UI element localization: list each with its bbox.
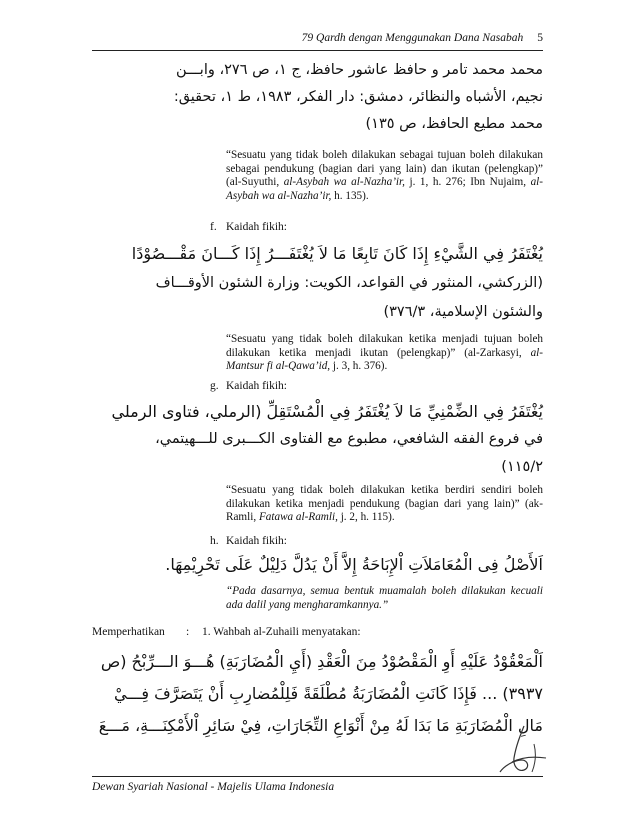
arabic-ref-line: والشئون الإسلامية، ٣٧٦/٣) (383, 304, 543, 320)
rule-label: Kaidah fikih: (226, 535, 287, 547)
running-footer: Dewan Syariah Nasional - Majelis Ulama Indonesia (92, 781, 335, 793)
book-title: al-Asybah wa al-Nazha’ir, (283, 176, 405, 189)
arabic-ref-line: نجيم، الأشباه والنظائر، دمشق: دار الفكر، ١٩٨٣، ط ١، تحقيق: (173, 89, 543, 105)
translation-paragraph: “Pada dasarnya, semua bentuk muamalah boleh dilakukan kecuali ada dalil yang mengharamkannya.” (226, 585, 543, 611)
running-header (92, 32, 543, 44)
arabic-ref-line: (الزركشي، المنثور في القواعد، الكويت: وزارة الشئون الأوقـــاف (155, 275, 543, 291)
arabic-quote-line: اَلْمَعْقُوْدُ عَلَيْهِ أَوِ الْمَقْصُوْدُ مِنَ الْعَقْدِ (أَيِ الْمُضَارَبَةِ) هُـــوَ الـــرِّبْحُ (ص (100, 652, 543, 671)
arabic-ref-line: محمد مطيع الحافظ، ص ١٣٥) (365, 116, 543, 132)
arabic-ref-line: في فروع الفقه الشافعي، مطبوع مع الفتاوى الكـــبرى للـــهيتمي، (155, 431, 543, 447)
arabic-rule-text: يُغْتَفَرُ فِي الشَّيْءِ إِذَا كَانَ تَابِعًا مَا لاَ يُغْتَفَـــرُ إِذَا كَـــانَ مَقْـــصُوْدًا (131, 244, 543, 263)
arabic-ref-line: محمد محمد تامر و حافظ عاشور حافظ، ج ١، ص ٢٧٦، وابـــن (176, 62, 543, 78)
header-rule (92, 50, 543, 51)
arabic-quote-line: مَالِ الْمُضَارَبَةِ مَا بَدَا لَهُ مِنْ أَنْوَاعِ التِّجَارَاتِ، فِيْ سَائِرِ اْلأَمْكِنَـــةِ، مَـــعَ (98, 716, 543, 735)
list-marker: f. (210, 221, 217, 233)
arabic-rule-text: يُغْتَفَرُ فِي الضِّمْنِيِّ مَا لاَ يُغْتَفَرُ فِي الْمُسْتَقِلِّ (الرملي، فتاوى الرملي (111, 402, 543, 421)
footer-rule (92, 776, 543, 777)
book-title: al-Asybah wa al-Nazha’ir, (226, 176, 544, 202)
rule-label: Kaidah fikih: (226, 380, 287, 392)
list-marker: h. (210, 535, 219, 547)
translation-paragraph: “Sesuatu yang tidak boleh dilakukan sebagai tujuan boleh dilakukan sebagai pendukung (bagian dari yang lain) dan ikutan (pelengkap)” (al-Suyuthi, al-Asybah wa al-Nazha’ir, j. 1, h. 276; Ibn Nujaim, al-Asybah wa al-Nazha’ir, h. 135). (226, 149, 544, 202)
page-number: 5 (537, 32, 543, 44)
arabic-ref-line: ١١٥/٢) (501, 459, 543, 475)
list-marker: g. (210, 380, 219, 392)
translation-paragraph: “Sesuatu yang tidak boleh dilakukan ketika menjadi tujuan boleh dilakukan ketika menjadi ikutan (pelengkap)” (al-Zarkasyi, al-Mantsur fi al-Qawa’id, j. 3, h. 376). (226, 333, 543, 373)
arabic-rule-text: اَلأَصْلُ فِى الْمُعَامَلاَتِ اْلإِبَاحَةُ إِلاَّ أَنْ يَدُلَّ دَلِيْلٌ عَلَى تَحْرِيْمِهَا. (165, 555, 543, 574)
translation-paragraph: “Sesuatu yang tidak boleh dilakukan ketika berdiri sendiri boleh dilakukan ketika menjadi pendukung (bagian dari yang lain)” (ak-Ramli, Fatawa al-Ramli, j. 2, h. 115). (226, 484, 543, 524)
rule-label: Kaidah fikih: (226, 221, 287, 233)
book-title: Fatawa al-Ramli, (258, 511, 338, 524)
arabic-quote-line: ٣٩٣٧) ... فَإِذَا كَانَتِ الْمُضَارَبَةُ مُطْلَقَةً فَلِلْمُضارِبِ أَنْ يَتَصَرَّفَ فِـــيْ (114, 684, 543, 703)
section-colon: : (186, 626, 190, 638)
paraph-signature (494, 722, 552, 778)
header-title: 79 Qardh dengan Menggunakan Dana Nasabah (301, 32, 524, 44)
section-label: Memperhatikan (92, 626, 165, 638)
list-item: 1. Wahbah al-Zuhaili menyatakan: (202, 626, 361, 638)
book-title: al-Mantsur fi al-Qawa’id, (226, 346, 543, 373)
